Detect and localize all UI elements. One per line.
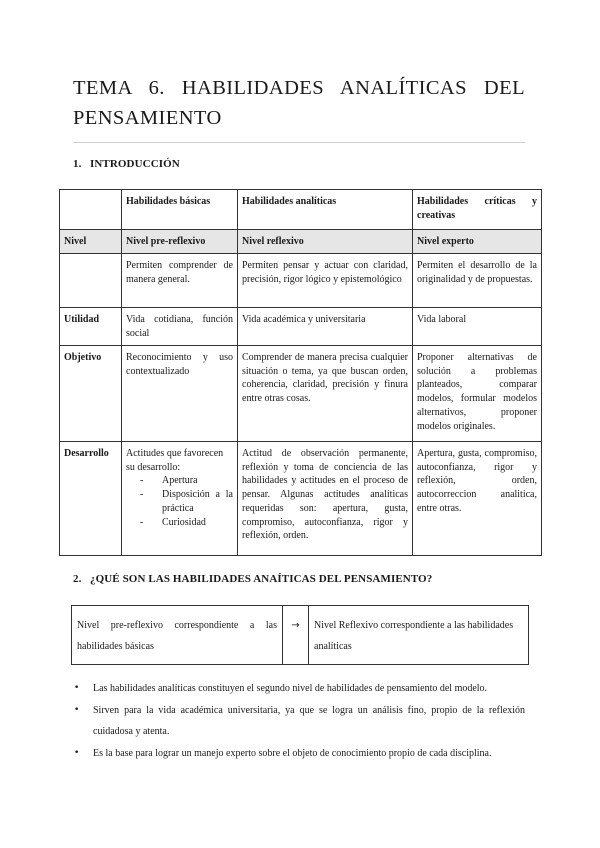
table-cell: Permiten el desarrollo de la originalidad y de propuestas. [413,254,542,308]
table-cell [60,190,122,230]
attitudes-intro: Actitudes que favorecen su desarrollo: [126,448,224,473]
list-item: • Es la base para lograr un manejo experto sobre el objeto de conocimiento propio de cada disciplina. [73,743,525,765]
attitudes-list [126,474,233,529]
table-cell: Actitud de observación permanente, reflexión y toma de conciencia de las habilidades y actitudes en el proceso de pensar. Algunas actitudes analíticas requeridas son: apertura, gusta, compromiso, autoconfianza, rigor y reflexión, orden. [238,442,413,556]
level-flow-table [71,605,529,665]
flow-left-box: Nivel pre-reflexivo correspondiente a las habilidades básicas [72,606,283,665]
section-2-heading [73,573,432,585]
table-cell: Vida cotidiana, función social [122,308,238,346]
bullet-list [73,678,525,764]
table-cell [60,254,122,308]
table-cell: Nivel pre-reflexivo [122,230,238,254]
table-header-analytic: Habilidades analíticas [238,190,413,230]
row-label-nivel: Nivel [60,230,122,254]
table-cell: Comprender de manera precisa cualquier situación o tema, ya que buscan orden, coherencia, claridad, precisión y finura entre otras cosas. [238,346,413,442]
table-cell: Apertura, gusta, compromiso, autoconfianza, rigor y reflexión, orden, autocorreccion analitica, entre otras. [413,442,542,556]
table-cell: Vida laboral [413,308,542,346]
table-header-critical: Habilidades críticas y creativas [413,190,542,230]
table-cell: Proponer alternativas de solución a problemas planteados, comparar modelos, formular modelos alternativos, proponer modelos originales. [413,346,542,442]
list-item: - Apertura [126,474,233,488]
list-item: - Curiosidad [126,516,233,530]
table-cell: Permiten comprender de manera general. [122,254,238,308]
section-1-heading [73,158,180,170]
row-label-utilidad: Utilidad [60,308,122,346]
table-header-basic: Habilidades básicas [122,190,238,230]
table-cell [122,442,238,556]
skills-table [59,189,542,556]
section-1-number: 1. [73,158,82,170]
arrow-right-icon: → [283,606,309,665]
table-row-nivel [60,230,542,254]
list-item: • Sirven para la vida académica universitaria, ya que se logra un análisis fino, propio de la reflexión cuidadosa y atenta. [73,700,525,743]
section-2-number: 2. [73,573,82,585]
table-cell: Vida académica y universitaria [238,308,413,346]
section-2-title: ¿QUÉ SON LAS HABILIDADES ANAÍTICAS DEL PENSAMIENTO? [90,573,433,585]
page-title: TEMA 6. HABILIDADES ANALÍTICAS DEL PENSAMIENTO [73,77,525,129]
list-item: • Las habilidades analíticas constituyen el segundo nivel de habilidades de pensamiento del modelo. [73,678,525,700]
table-cell: Nivel reflexivo [238,230,413,254]
table-row-objetivo [60,346,542,442]
table-cell: Reconocimiento y uso contextualizado [122,346,238,442]
table-header-row [60,190,542,230]
flow-right-box: Nivel Reflexivo correspondiente a las habilidades analíticas [309,606,529,665]
section-1-title: INTRODUCCIÓN [90,158,180,170]
row-label-desarrollo: Desarrollo [60,442,122,556]
row-label-objetivo: Objetivo [60,346,122,442]
list-item: - Disposición a la práctica [126,488,233,515]
table-row [72,606,529,665]
table-row-description [60,254,542,308]
table-cell: Nivel experto [413,230,542,254]
table-row-utilidad [60,308,542,346]
table-cell: Permiten pensar y actuar con claridad, precisión, rigor lógico y epistemológico [238,254,413,308]
title-divider [73,142,525,143]
table-row-desarrollo [60,442,542,556]
